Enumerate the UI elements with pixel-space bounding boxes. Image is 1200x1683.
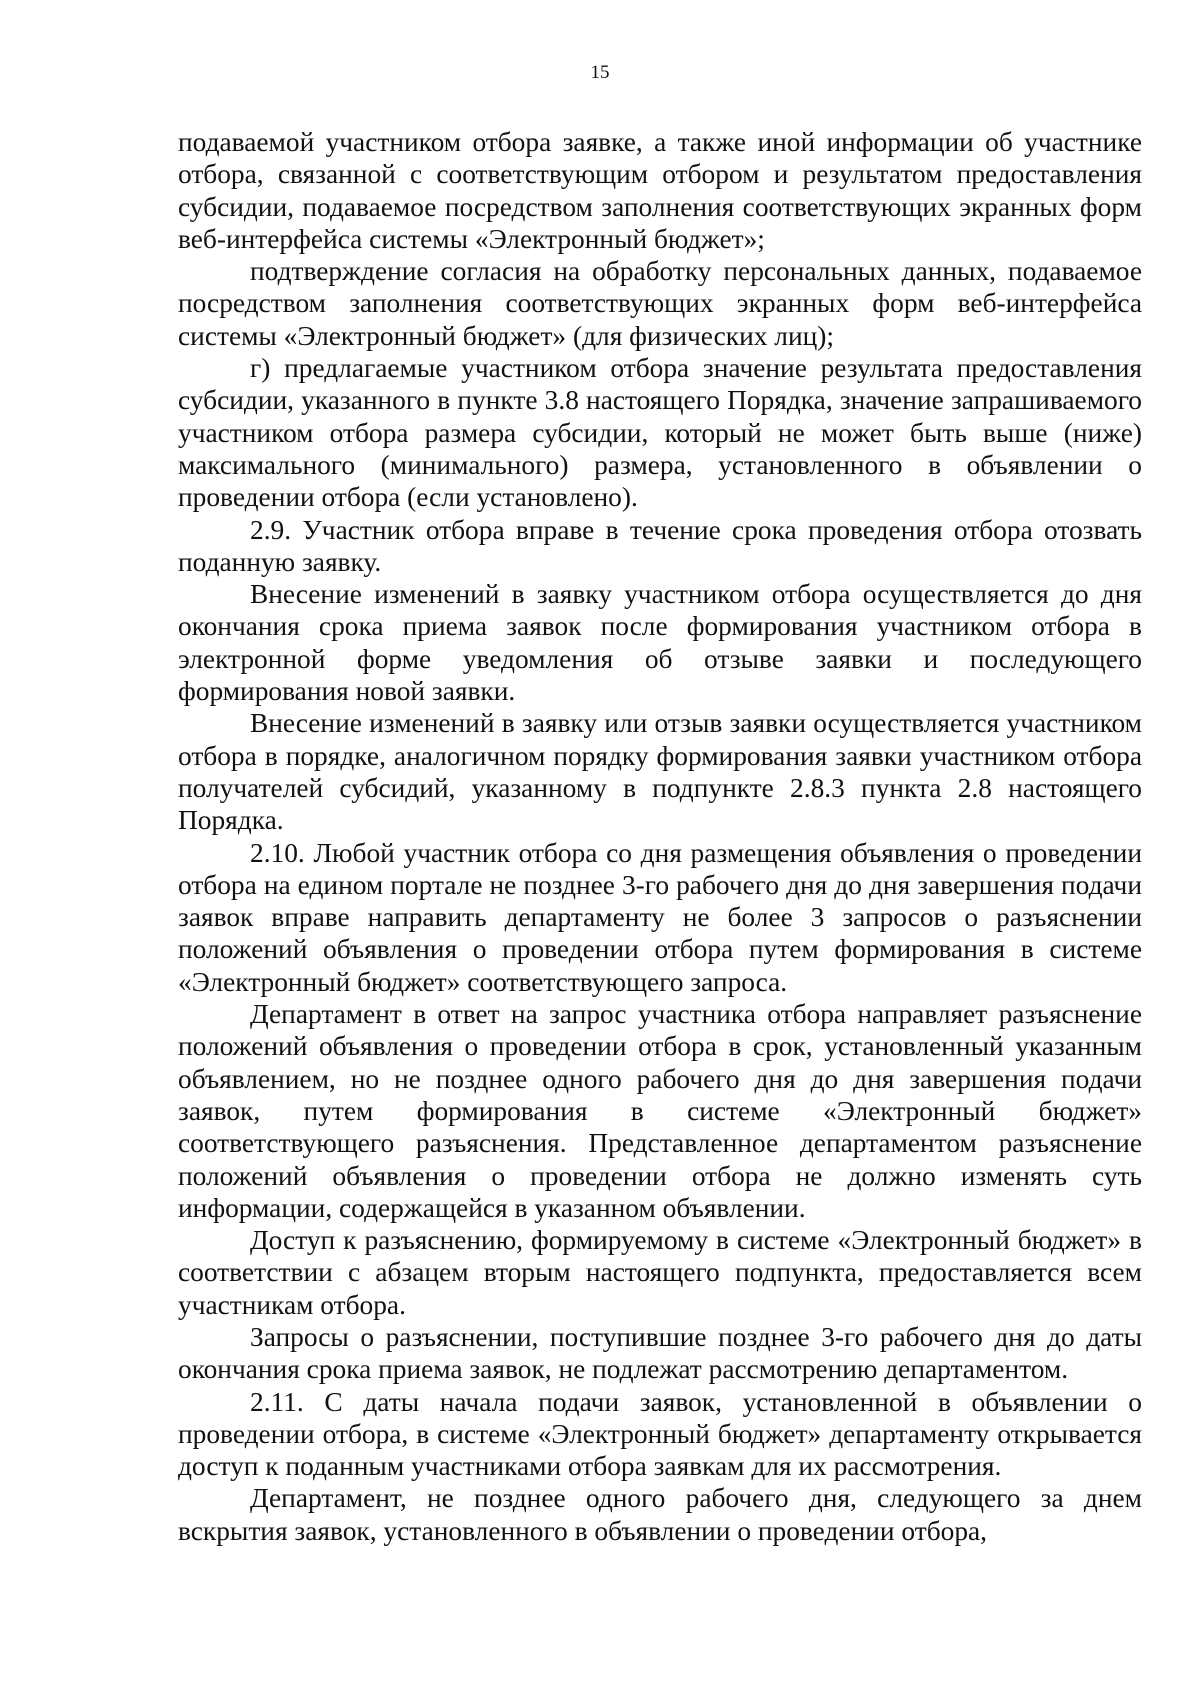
paragraph-4: 2.9. Участник отбора вправе в течение срока проведения отбора отозвать поданную заявку. xyxy=(178,514,1142,577)
document-body xyxy=(178,126,1142,1547)
paragraph-9: Доступ к разъяснению, формируемому в системе «Электронный бюджет» в соответствии с абзацем вторым настоящего подпункта, предоставляется всем участникам отбора. xyxy=(178,1225,1142,1320)
paragraph-5: Внесение изменений в заявку участником отбора осуществляется до дня окончания срока приема заявок после формирования участником отбора в электронной форме уведомления об отзыве заявки и последующего формирования новой заявки. xyxy=(178,579,1142,707)
paragraph-10: Запросы о разъяснении, поступившие позднее 3-го рабочего дня до даты окончания срока приема заявок, не подлежат рассмотрению департаментом. xyxy=(178,1321,1142,1385)
paragraph-2: подтверждение согласия на обработку персональных данных, подаваемое посредством заполнения соответствующих экранных форм веб-интерфейса системы «Электронный бюджет» (для физических лиц); xyxy=(178,256,1142,351)
paragraph-3: г) предлагаемые участником отбора значение результата предоставления субсидии, указанного в пункте 3.8 настоящего Порядка, значение запрашиваемого участником отбора размера субсидии, который не может быть выше (ниже) максимального (минимального) размера, установленного в объявлении о проведении отбора (если установлено). xyxy=(178,353,1142,513)
paragraph-11: 2.11. С даты начала подачи заявок, установленной в объявлении о проведении отбора, в системе «Электронный бюджет» департаменту открывается доступ к поданным участниками отбора заявкам для их рассмотрения. xyxy=(178,1386,1142,1482)
paragraph-1: подаваемой участником отбора заявке, а также иной информации об участнике отбора, связанной с соответствующим отбором и результатом предоставления субсидии, подаваемое посредством заполнения соответствующих экранных форм веб-интерфейса системы «Электронный бюджет»; xyxy=(178,127,1142,254)
paragraph-6: Внесение изменений в заявку или отзыв заявки осуществляется участником отбора в порядке, аналогичном порядку формирования заявки участником отбора получателей субсидий, указанному в подпункте 2.8.3 пункта 2.8 настоящего Порядка. xyxy=(178,708,1142,836)
page-number: 15 xyxy=(590,62,610,83)
paragraph-7: 2.10. Любой участник отбора со дня размещения объявления о проведении отбора на едином портале не позднее 3-го рабочего дня до дня завершения подачи заявок вправе направить департаменту не более 3 запросов о разъяснении положений объявления о проведении отбора путем формирования в системе «Электронный бюджет» соответствующего запроса. xyxy=(178,837,1142,997)
paragraph-12: Департамент, не позднее одного рабочего дня, следующего за днем вскрытия заявок, установленного в объявлении о проведении отбора, xyxy=(178,1483,1142,1546)
paragraph-8: Департамент в ответ на запрос участника отбора направляет разъяснение положений объявления о проведении отбора в срок, установленный указанным объявлением, но не позднее одного рабочего дня до дня завершения подачи заявок, путем формирования в системе «Электронный бюджет» соответствующего разъяснения. Представленное департаментом разъяснение положений объявления о проведении отбора не должно изменять суть информации, содержащейся в указанном объявлении. xyxy=(178,999,1142,1223)
